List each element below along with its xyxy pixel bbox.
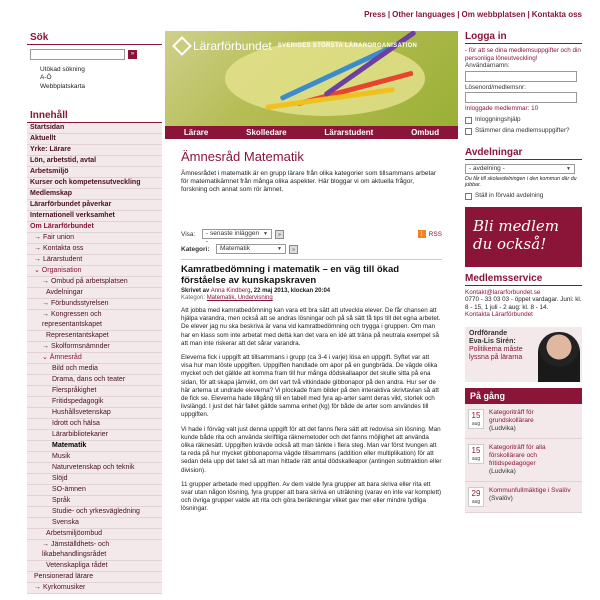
visa-select[interactable]: - senaste inläggen - ▼: [202, 229, 272, 239]
post-paragraph: Eleverna fick i uppgift att tillsammans i grupp (ca 3-4 i varje) lösa en uppgift. Syftet var att visa hur man löste uppgiften. Uppgiften handlade om apor på en gungbräda. De vägde olika mycket och det gällde att komma fram till hur många dödskallaapor det skulle sitta på ena sidan, för att skapa jämvikt, om det vart två vitkindade gibbonapor på den andra. Hur ser de här arterna ut undrade eleverna? Vi plockade fram bilder på den interaktiva skrivtavlan så att de fick se. Eleverna hade tillgång till en tabell med fyra ap-arter samt deras vikt, storlek och livslängd. I just det här fallet gällde samma enhet (kg) för både de arter som användes till uppgiften.: [181, 354, 439, 419]
event-title[interactable]: Kategoriträff för alla förskollärare och fritidspedagoger (Ludvika): [489, 443, 546, 475]
nav-item[interactable]: Fritidspedagogik: [27, 397, 162, 408]
verify-data-option[interactable]: Stämmer dina medlemsuppgifter?: [465, 127, 582, 135]
nav-item[interactable]: Arbetsmiljöombud: [27, 529, 162, 540]
nav-item[interactable]: Slöjd: [27, 474, 162, 485]
mainnav-ombud[interactable]: Ombud: [411, 128, 440, 137]
nav-item[interactable]: ⌄ Ämnesråd: [27, 353, 162, 364]
post-category-links[interactable]: Matematik, Undervisning: [206, 295, 273, 301]
nav-item[interactable]: Om Lärarförbundet: [27, 222, 162, 233]
events-title: På gång: [465, 388, 582, 404]
checkbox[interactable]: [465, 128, 472, 135]
nav-item[interactable]: Studie- och yrkesvägledning: [27, 507, 162, 518]
username-input[interactable]: [465, 71, 577, 82]
departments-box: [465, 147, 582, 200]
service-email-link[interactable]: Kontakt@lararforbundet.se: [465, 288, 541, 296]
mainnav-lararstudent[interactable]: Lärarstudent: [324, 128, 374, 137]
checkbox[interactable]: [465, 193, 472, 200]
member-service-box: [465, 273, 582, 319]
banner-image: [165, 31, 458, 126]
nav-item[interactable]: Aktuellt: [27, 134, 162, 145]
visa-label: Visa:: [181, 230, 196, 238]
rss-icon[interactable]: ): [418, 230, 426, 238]
login-description: - för att se dina medlemsuppgifter och din personliga löneutveckling!: [465, 47, 581, 62]
event-date: 15 aug: [468, 444, 484, 464]
nav-item[interactable]: Lärarförbundet påverkar: [27, 200, 162, 211]
login-box: [465, 44, 582, 135]
post-paragraph: Att jobba med kamratbedömning kan vara ett bra sätt att utveckla elever. De får chansen att hjälpa varandra, men också att se andras lösningar och på så sätt få tips till det egna arbetet. De elever jag nu ska beskriva är vana vid kamratbedömning och trygga i gruppen. Om man har en klass som inte arbetat med detta kan det vara en idé att träna på neutrala exempel så att man inte riskerar att det sårar varandra.: [181, 307, 441, 347]
login-title: Logga in: [465, 31, 582, 44]
nav-item[interactable]: Pensionerad lärare: [27, 572, 162, 583]
nav-item[interactable]: Musik: [27, 452, 162, 463]
department-note: Du får till skolavdelningen i den kommun där du jobbar.: [465, 175, 577, 188]
category-label: Kategori:: [181, 245, 210, 253]
nav-item[interactable]: Idrott och hälsa: [27, 419, 162, 430]
event-item[interactable]: [465, 482, 582, 513]
blog-post: [181, 259, 442, 514]
sitemap-link[interactable]: Webbplatskarta: [40, 82, 86, 90]
nav-item[interactable]: Avdelningar: [27, 288, 162, 299]
category-go-button[interactable]: »: [289, 245, 298, 254]
main-column: [165, 31, 458, 514]
post-paragraph: Vi hade i förväg valt just denna uppgift för att det fanns flera sätt att redovisa sin lösning. Man kunde både rita och använda skriftliga räknemetoder och det fanns möjlighet att använda olika räknesätt. Uppgiften krävde också att man tänkte i flera steg. Man var först tvungen att ta reda på hur mycket gibbonaporna vägde tillsammans (addition eller multiplikation) för att sedan dela upp det talet så att man hittade rätt antal dödskalleapor (antingen subtraktion eller division).: [181, 425, 442, 474]
nav-item[interactable]: Lön, arbetstid, avtal: [27, 156, 162, 167]
username-label: Användarnamn:: [465, 62, 510, 69]
event-date: 29 aug: [468, 487, 484, 507]
post-body: [181, 307, 442, 514]
mainnav-skolledare[interactable]: Skolledare: [246, 128, 287, 137]
save-department-option[interactable]: Ställ in förvald avdelning: [465, 192, 582, 200]
chevron-down-icon: ▼: [263, 231, 268, 237]
main-nav: [165, 126, 458, 139]
category-select[interactable]: Matematik ▼: [216, 244, 286, 254]
event-item[interactable]: [465, 404, 582, 439]
nav-item[interactable]: Språk: [27, 496, 162, 507]
nav-item[interactable]: Kurser och kompetensutveckling: [27, 178, 162, 189]
chevron-down-icon: ▼: [566, 165, 571, 172]
nav-item[interactable]: → Förbundsstyrelsen: [27, 299, 162, 310]
chevron-down-icon: ▼: [277, 246, 282, 252]
event-date: 15 aug: [468, 409, 484, 429]
department-select[interactable]: - avdelning - ▼: [465, 164, 575, 174]
nav-item[interactable]: Lärarbibliotekarier: [27, 430, 162, 441]
toplink-contact[interactable]: Kontakta oss: [531, 10, 582, 19]
nav-item[interactable]: Svenska: [27, 518, 162, 529]
nav-item[interactable]: Medlemskap: [27, 189, 162, 200]
nav-item[interactable]: → Ombud på arbetsplatsen: [27, 277, 162, 288]
visa-go-button[interactable]: »: [275, 230, 284, 239]
member-service-title: Medlemsservice: [465, 273, 582, 286]
search-button[interactable]: »: [128, 50, 137, 59]
page-title: Ämnesråd Matematik: [181, 149, 304, 164]
rss-link[interactable]: RSS: [428, 230, 442, 238]
nav-item[interactable]: Drama, dans och teater: [27, 375, 162, 386]
chairman-photo: [538, 332, 580, 382]
chairman-teaser[interactable]: Ordförande Eva-Lis Sirén: Politikerna måste lyssna på lärarna: [465, 327, 582, 382]
nav-item[interactable]: → Kontakta oss: [27, 244, 162, 255]
nav-item[interactable]: Matematik: [27, 441, 162, 452]
nav-item[interactable]: Startsidan: [27, 123, 162, 134]
event-item[interactable]: [465, 439, 582, 482]
toplink-about[interactable]: Om webbplatsen: [461, 10, 526, 19]
search-box: [27, 45, 162, 99]
content-nav-title: Innehåll: [27, 109, 162, 123]
nav-item[interactable]: Internationell verksamhet: [27, 211, 162, 222]
nav-item[interactable]: Representantskapet: [27, 331, 162, 342]
post-meta: Skrivet av Anna Kindberg, 22 maj 2013, klockan 20:04: [181, 288, 331, 294]
nav-item[interactable]: ⌄ Organisation: [27, 266, 162, 277]
nav-item[interactable]: Vetenskapliga rådet: [27, 561, 162, 572]
blog-filters: [181, 229, 442, 254]
nav-item[interactable]: Yrke: Lärare: [27, 145, 162, 156]
events-list: [465, 404, 582, 513]
nav-item[interactable]: Hushållsvetenskap: [27, 408, 162, 419]
nav-item[interactable]: → Jämställdhets- och likabehandlingsrådet: [27, 540, 162, 561]
advanced-search-link[interactable]: Utökad sökning: [40, 66, 85, 73]
nav-item[interactable]: → Kongressen och representantskapet: [27, 310, 162, 331]
toplink-press[interactable]: Press: [364, 10, 386, 19]
departments-title: Avdelningar: [465, 147, 582, 160]
page-intro: Ämnesrådet i matematik är en grupp lärare från olika kategorier som tillsammans arbetar för matematikämnet från många olika aspekter. Här bloggar vi om aktuella frågor, forskning och annat som rör ämnet.: [181, 170, 437, 193]
a-z-link[interactable]: A-Ö: [40, 74, 52, 82]
login-help-option[interactable]: Inloggningshjälp: [465, 116, 582, 124]
toplink-languages[interactable]: Other languages: [392, 10, 456, 19]
nav-item[interactable]: Arbetsmiljö: [27, 167, 162, 178]
password-input[interactable]: [465, 92, 577, 103]
contact-link[interactable]: Kontakta Lärarförbundet: [465, 311, 533, 319]
event-title[interactable]: Kommunfullmäktige i Svalöv (Svalöv): [489, 486, 571, 502]
nav-item[interactable]: → Skolformsnämnder: [27, 342, 162, 353]
logo-text: Lärarförbundet: [193, 39, 272, 53]
become-member-banner[interactable]: Bli medlem du också!: [465, 207, 582, 267]
mainnav-larare[interactable]: Lärare: [183, 128, 209, 137]
content-nav: [27, 123, 162, 594]
nav-item[interactable]: Bild och media: [27, 364, 162, 375]
post-categories: Kategori: Matematik, Undervisning: [181, 295, 273, 301]
logged-in-count: Inloggade medlemmar: 10: [465, 105, 539, 112]
post-author-link[interactable]: Anna Kindberg: [210, 288, 251, 294]
nav-item[interactable]: Naturvetenskap och teknik: [27, 463, 162, 474]
top-links: Press | Other languages | Om webbplatsen | Kontakta oss: [364, 10, 582, 19]
right-column: [465, 31, 582, 513]
search-title: Sök: [27, 31, 162, 45]
nav-item[interactable]: → Fair union: [27, 233, 162, 244]
nav-item[interactable]: → Lärarstudent: [27, 255, 162, 266]
search-input[interactable]: [30, 49, 125, 60]
password-label: Lösenord/medlemsnr:: [465, 83, 526, 91]
post-title[interactable]: Kamratbedömning i matematik – en väg till ökad förståelse av kunskapskraven: [181, 264, 400, 286]
nav-item[interactable]: → Kyrkomusiker: [27, 583, 162, 594]
service-hours: 0770 - 33 03 03 - öppet vardagar. Juni: kl. 8 - 15, 1 juli - 2 aug: kl. 8 - 14.: [465, 296, 582, 311]
checkbox[interactable]: [465, 117, 472, 124]
nav-item[interactable]: Flerspråkighet: [27, 386, 162, 397]
logo-mark-icon: [172, 36, 192, 56]
left-column: [27, 31, 162, 594]
logo-tagline: SVERIGES STÖRSTA LÄRARORGANISATION: [277, 43, 418, 49]
nav-item[interactable]: SO-ämnen: [27, 485, 162, 496]
site-logo[interactable]: [175, 39, 417, 53]
event-title[interactable]: Kategoriträff för grundskollärare (Ludvika): [489, 408, 534, 432]
post-paragraph: 11 grupper arbetade med uppgiften. Av dem valde fyra grupper att bara skriva eller rita ett svar utan någon lösning, fyra grupper att bara skriva en uträkning (varav en inte var komplett) och övriga grupper valde att rita och göra beräkningar vilket gav mer eller mindre tydliga lösningar.: [181, 480, 442, 513]
